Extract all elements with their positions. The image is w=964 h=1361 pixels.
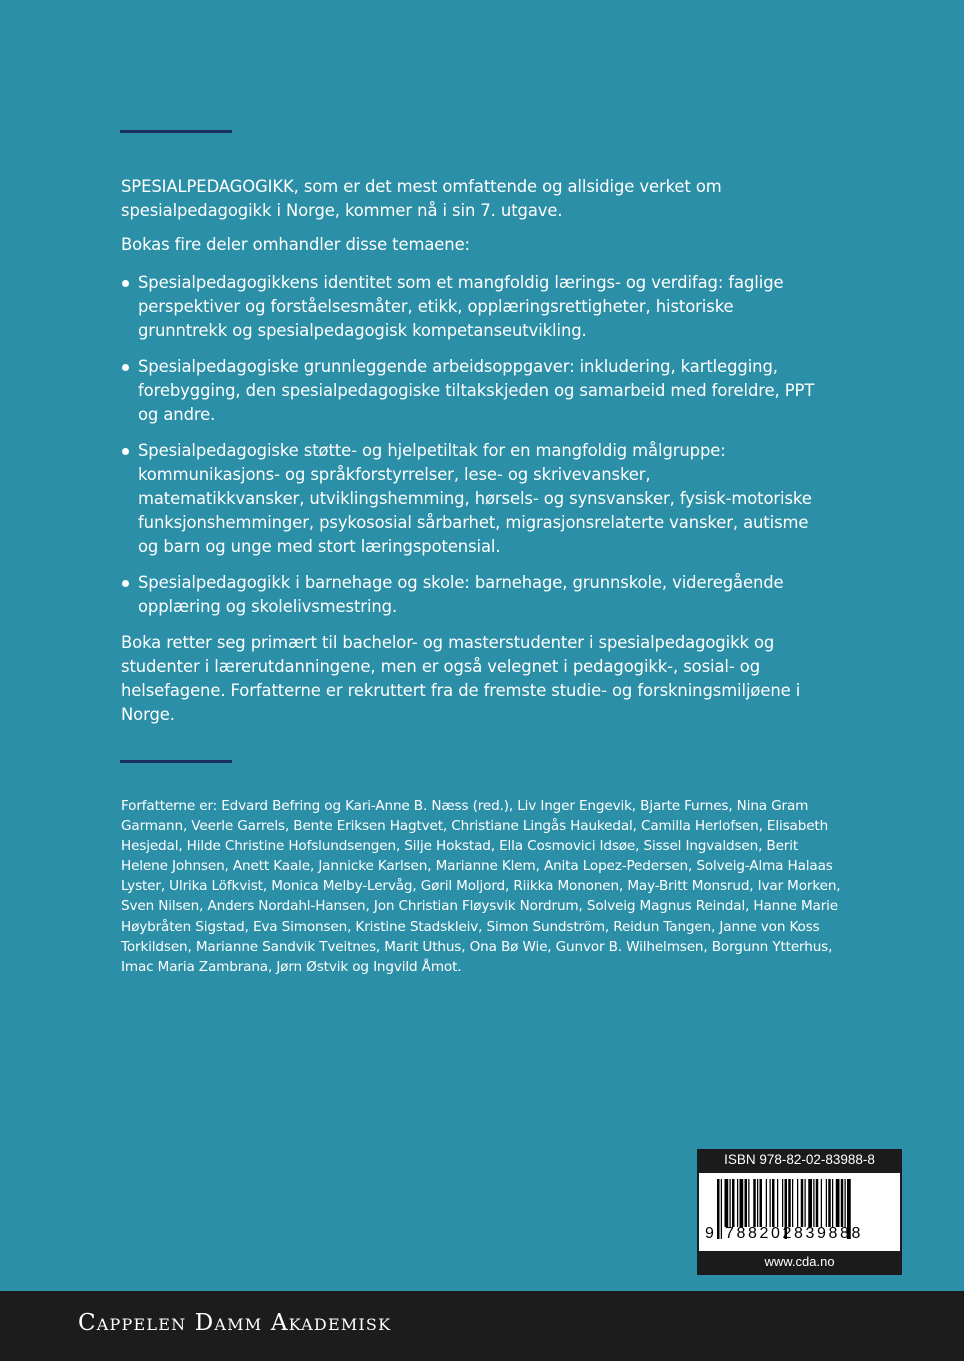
barcode-bar	[816, 1179, 819, 1227]
bullet-icon	[122, 448, 129, 455]
top-divider	[120, 130, 232, 133]
barcode-bar	[725, 1179, 729, 1227]
barcode-bar	[801, 1179, 804, 1227]
themes-intro: Bokas fire deler omhandler disse temaene:	[121, 235, 470, 254]
theme-item	[121, 439, 821, 559]
barcode-bar	[797, 1179, 798, 1227]
barcode-bar	[770, 1179, 771, 1227]
bullet-icon	[122, 580, 129, 587]
barcode-bar	[717, 1179, 720, 1239]
website-link[interactable]: www.cda.no	[764, 1254, 835, 1269]
barcode-bar	[841, 1179, 844, 1227]
barcode-bar	[845, 1179, 846, 1227]
themes-list	[121, 271, 821, 619]
barcode-bar	[792, 1179, 793, 1227]
barcode-bar	[772, 1179, 775, 1227]
barcode-bar	[740, 1179, 744, 1227]
theme-item	[121, 271, 821, 343]
theme-text: Spesialpedagogikk i barnehage og skole: barnehage, grunnskole, videregående opplæring og skolelivsmestring.	[138, 573, 784, 616]
barcode-digits: 788202839888	[725, 1225, 863, 1242]
publisher-logo: Cappelen Damm Akademisk	[78, 1310, 392, 1336]
barcode-bar	[782, 1179, 783, 1227]
barcode-bar	[760, 1179, 763, 1227]
barcode-bar	[826, 1179, 827, 1227]
barcode-bar	[788, 1179, 791, 1227]
barcode-bar	[748, 1179, 749, 1227]
closing-paragraph: Boka retter seg primært til bachelor- og masterstudenter i spesialpedagogikk og studenter i lærerutdanningene, men er også velegnet i pedagogikk-, sosial- og helsefagene. Forfatterne er rekruttert fra de fremste studie- og forskningsmiljøene i Norge.	[121, 633, 801, 724]
intro-paragraph: SPESIALPEDAGOGIKK, som er det mest omfattende og allsidige verket om spesialpedagogikk i Norge, kommer nå i sin 7. utgave.	[121, 177, 722, 220]
isbn-label: ISBN 978-82-02-83988-8	[724, 1152, 875, 1167]
mid-divider	[120, 760, 232, 763]
barcode-block	[697, 1149, 902, 1275]
theme-text: Spesialpedagogikkens identitet som et mangfoldig lærings- og verdifag: faglige perspektiver og forståelsesmåter, etikk, opplæringsrettigheter, historiske grunntrekk og spesialpedagogisk kompetanseutvikling.	[138, 273, 784, 340]
theme-text: Spesialpedagogiske støtte- og hjelpetiltak for en mangfoldig målgruppe: kommunikasjons- og språkforstyrrelser, lese- og skrivevansker, matematikkvansker, utviklingshemming, hørsels- og synsvansker, fysisk-motoriske funksjonshemminger, psykososial sårbarhet, migrasjonsrelaterte vansker, autisme og barn og unge med stort læringspotensial.	[138, 441, 812, 556]
barcode-bar	[828, 1179, 831, 1227]
authors-list: Forfatterne er: Edvard Befring og Kari-Anne B. Næss (red.), Liv Inger Engevik, Bjarte Furnes, Nina Gram Garmann, Veerle Garrels, Bente Eriksen Hagtvet, Christiane Lingås Haukedal, Camilla Herlofsen, Elisabeth Hesjedal, Hilde Christine Hofslundsengen, Silje Hokstad, Ella Cosmovici Idsøe, Sissel Ingvaldsen, Berit Helene Johnsen, Anett Kaale, Jannicke Karlsen, Marianne Klem, Anita Lopez-Pedersen, Solveig-Alma Halaas Lyster, Ulrika Löfkvist, Monica Melby-Lervåg, Gøril Moljord, Riikka Mononen, May-Britt Monsrud, Ivar Morken, Sven Nilsen, Anders Nordahl-Hansen, Jon Christian Fløysvik Nordrum, Solveig Magnus Reindal, Hanne Marie Høybråten Sigstad, Eva Simonsen, Kristine Stadskleiv, Simon Sundström, Reidun Tangen, Janne von Koss Torkildsen, Marianne Sandvik Tveitnes, Marit Uthus, Ona Bø Wie, Gunvor B. Wilhelmsen, Borgunn Ytterhus, Imac Maria Zambrana, Jørn Østvik og Ingvild Åmot.	[121, 798, 841, 975]
barcode-bar	[737, 1179, 738, 1227]
barcode-bar	[721, 1179, 722, 1239]
barcode-bar	[766, 1179, 767, 1227]
barcode-first-digit: 9	[705, 1225, 717, 1242]
theme-item	[121, 355, 821, 427]
barcode-bar	[836, 1179, 840, 1227]
theme-text: Spesialpedagogiske grunnleggende arbeidsoppgaver: inkludering, kartlegging, forebygging, den spesialpedagogiske tiltakskjeden og samarbeid med foreldre, PPT og andre.	[138, 357, 815, 424]
bullet-icon	[122, 280, 129, 287]
barcode-bar	[813, 1179, 814, 1227]
barcode-bar	[757, 1179, 758, 1227]
barcode-bar	[777, 1179, 778, 1227]
barcode-bar	[808, 1179, 812, 1227]
barcode-bar	[832, 1179, 833, 1227]
barcode-bar	[805, 1179, 806, 1227]
barcode-bar	[753, 1179, 756, 1227]
barcode-bar	[821, 1179, 822, 1227]
footer-bar	[0, 1291, 964, 1361]
barcode-area	[699, 1173, 900, 1251]
barcode-bar	[730, 1179, 731, 1227]
theme-item	[121, 571, 821, 619]
bullet-icon	[122, 364, 129, 371]
barcode-bar	[732, 1179, 735, 1227]
barcode-bar	[745, 1179, 748, 1227]
